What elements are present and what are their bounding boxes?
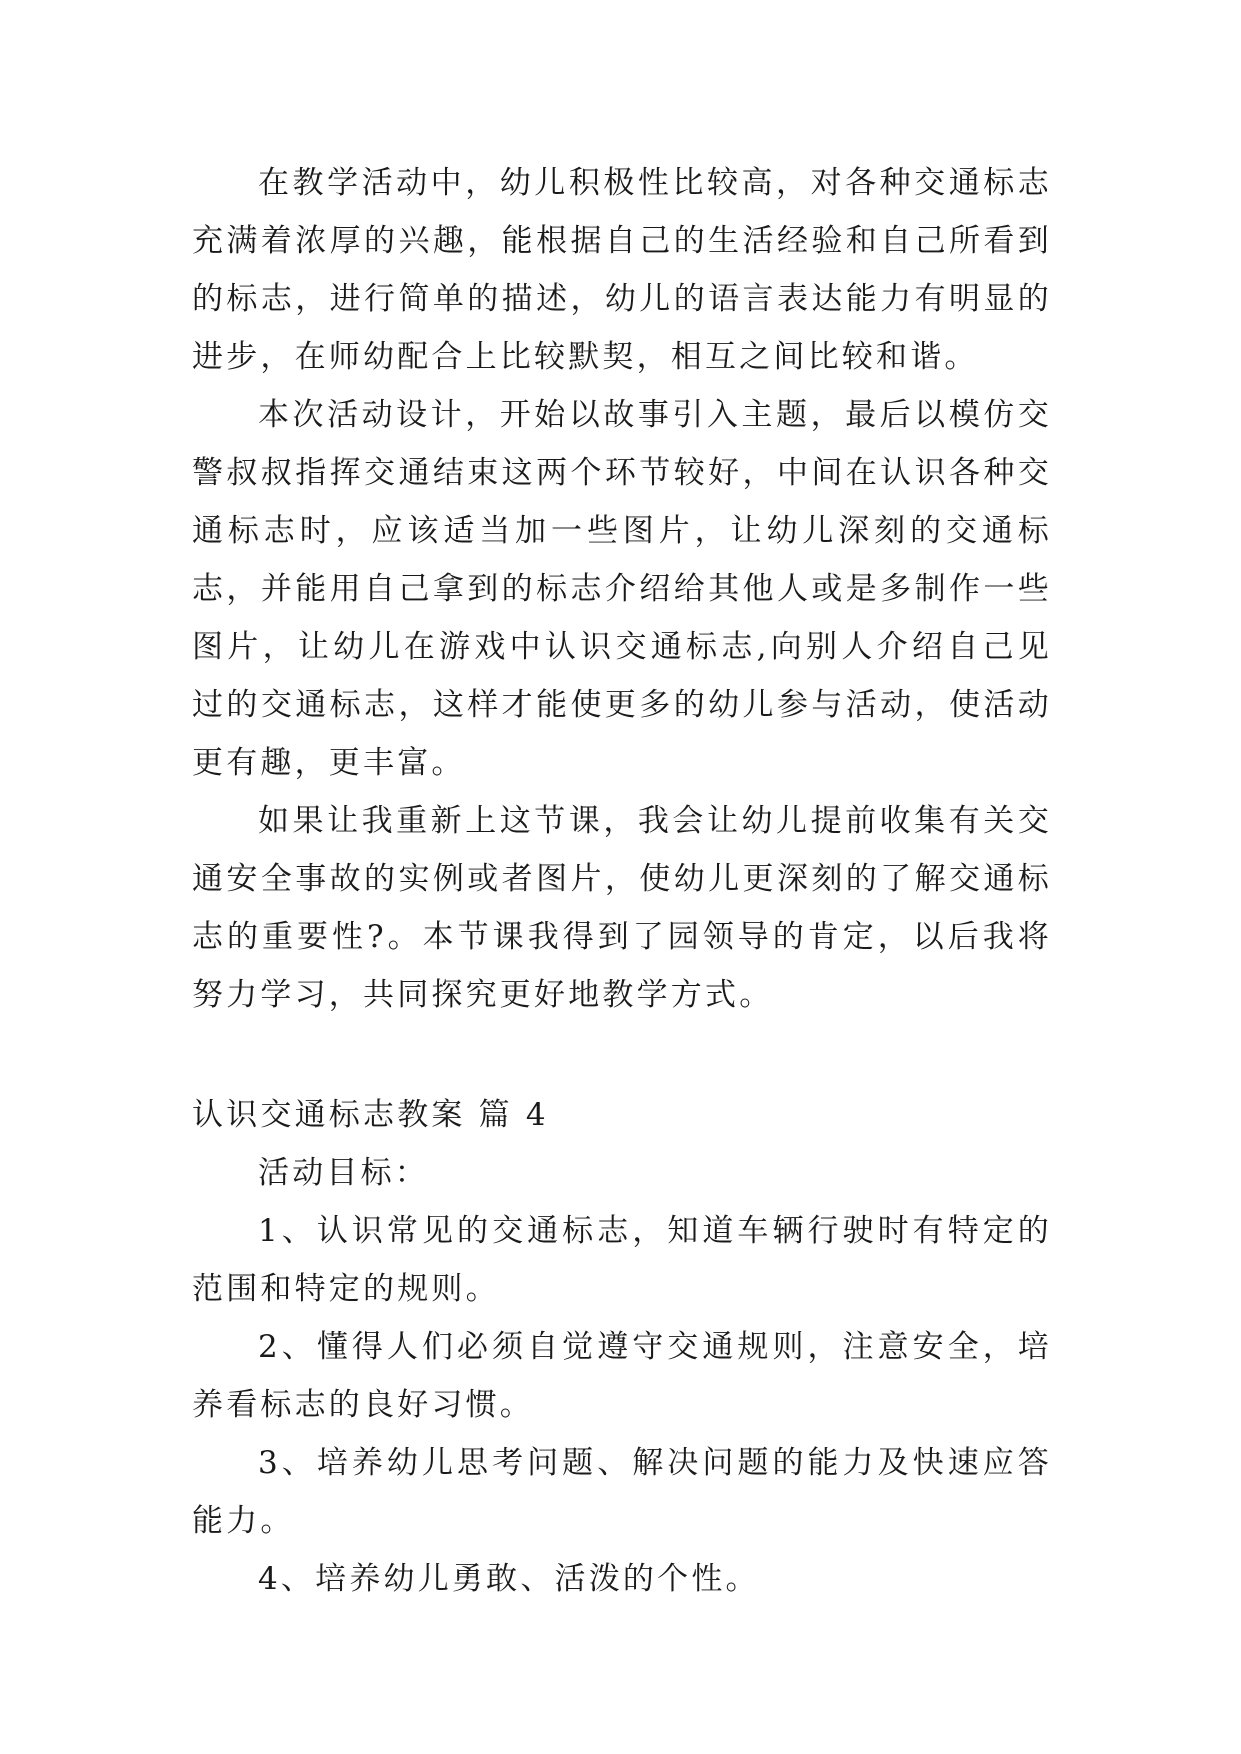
- paragraph-teaching-reflection: 在教学活动中，幼儿积极性比较高，对各种交通标志充满着浓厚的兴趣，能根据自己的生活经验和自己所看到的标志，进行简单的描述，幼儿的语言表达能力有明显的进步，在师幼配合上比较默契，相互之间比较和谐。: [192, 165, 1052, 375]
- paragraph-activity-design: 本次活动设计，开始以故事引入主题，最后以模仿交警叔叔指挥交通结束这两个环节较好，中间在认识各种交通标志时，应该适当加一些图片，让幼儿深刻的交通标志，并能用自己拿到的标志介绍给其他人或是多制作一些图片，让幼儿在游戏中认识交通标志,向别人介绍自己见过的交通标志，这样才能使更多的幼儿参与活动，使活动更有趣，更丰富。: [192, 397, 1052, 781]
- objective-item-1: 1、认识常见的交通标志，知道车辆行驶时有特定的范围和特定的规则。: [192, 1213, 1052, 1307]
- document-body: [192, 154, 1052, 1608]
- objective-item-4: 4、培养幼儿勇敢、活泼的个性。: [258, 1561, 760, 1597]
- paragraph-improvement: 如果让我重新上这节课，我会让幼儿提前收集有关交通安全事故的实例或者图片，使幼儿更深刻的了解交通标志的重要性?。本节课我得到了园领导的肯定，以后我将努力学习，共同探究更好地教学方式。: [192, 803, 1052, 1013]
- paragraph-objectives-label: 活动目标：: [258, 1155, 429, 1191]
- objective-item-2: 2、懂得人们必须自觉遵守交通规则，注意安全，培养看标志的良好习惯。: [192, 1329, 1052, 1423]
- section-heading: 认识交通标志教案 篇 4: [192, 1097, 549, 1133]
- objective-item-3: 3、培养幼儿思考问题、解决问题的能力及快速应答能力。: [192, 1445, 1052, 1539]
